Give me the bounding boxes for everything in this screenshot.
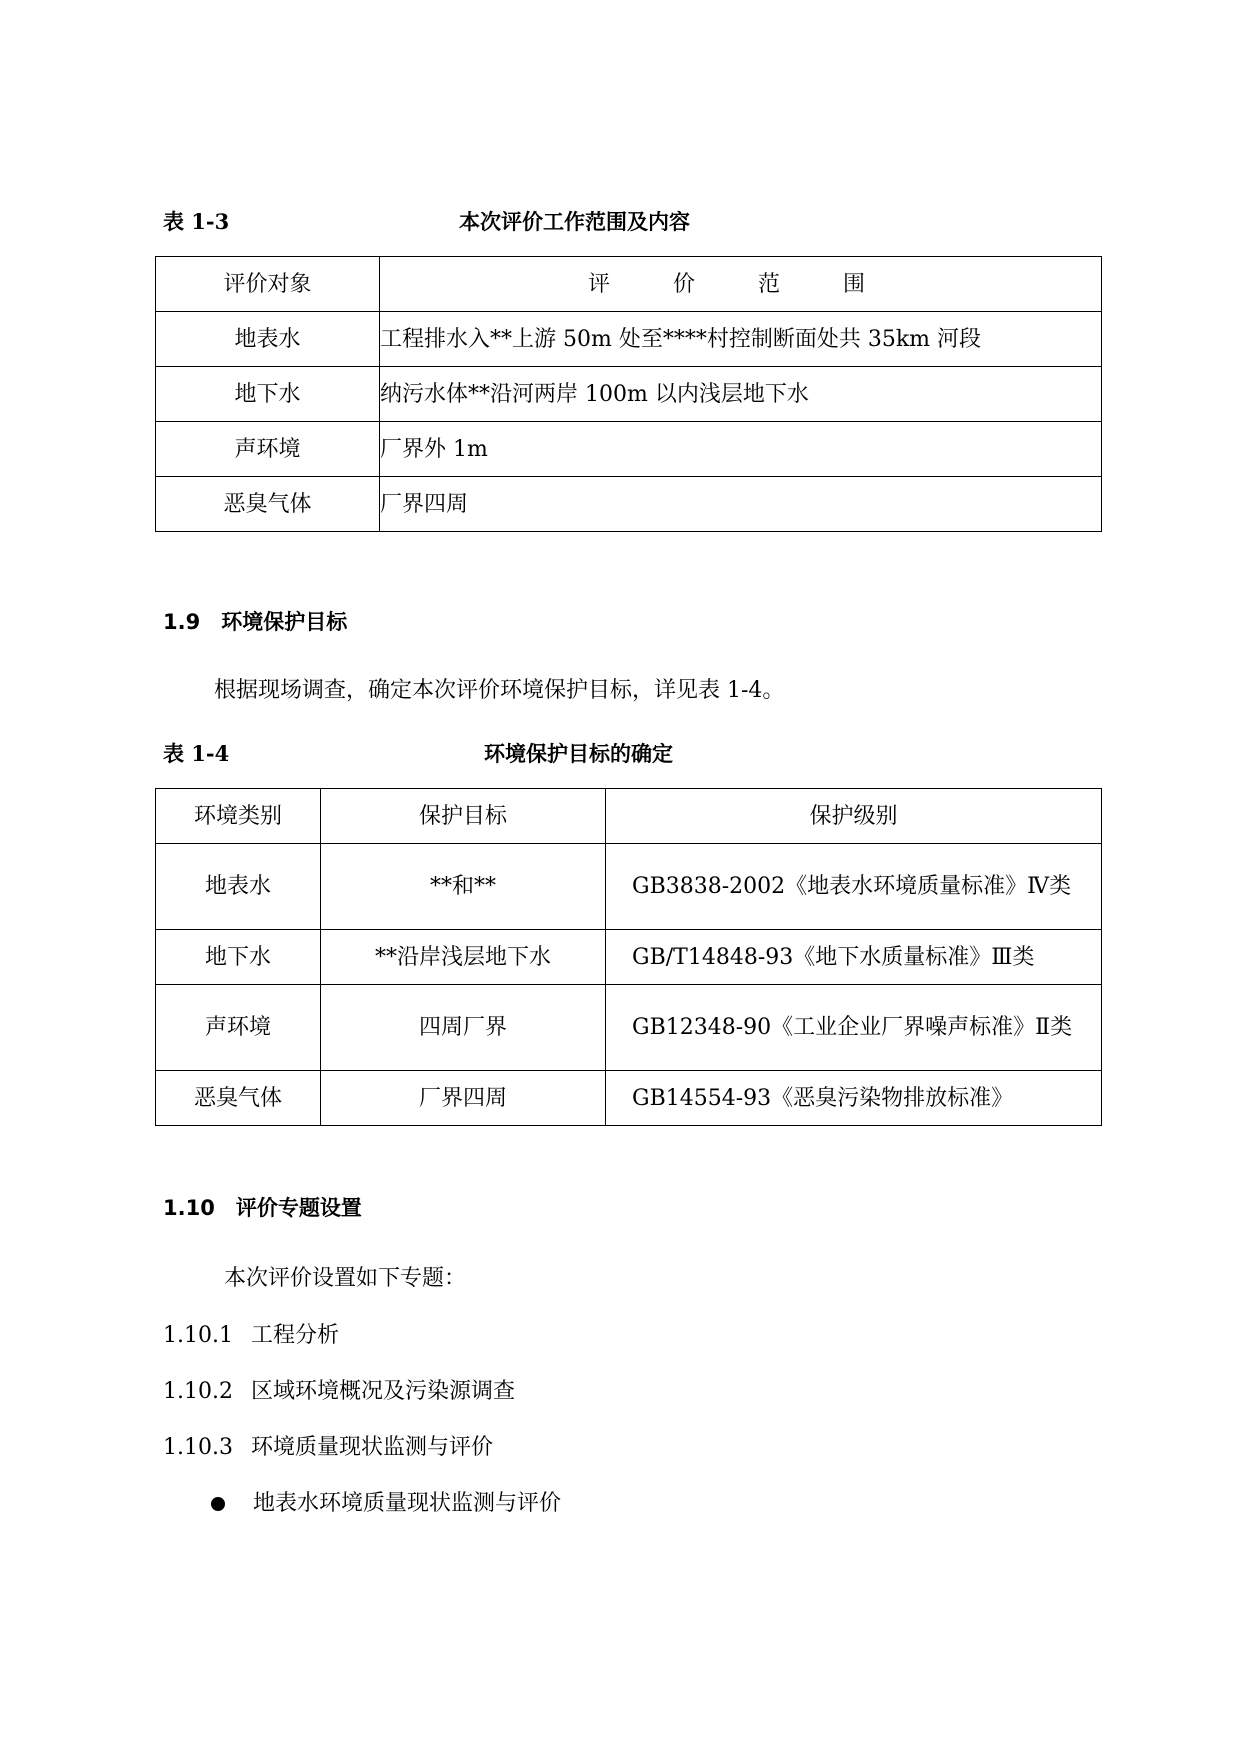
bullet-item-text: 地表水环境质量现状监测与评价 xyxy=(253,1491,562,1516)
section-1-10-intro: 本次评价设置如下专题： xyxy=(224,1266,467,1291)
table-row xyxy=(156,422,1102,477)
bullet-item xyxy=(211,1486,561,1517)
table-row xyxy=(156,985,1102,1071)
protection-target-table xyxy=(155,788,1102,1126)
table-header-cell: 评价对象 xyxy=(156,257,380,312)
table-row xyxy=(156,1071,1102,1126)
table-cell: GB/T14848-93《地下水质量标准》Ⅲ类 xyxy=(606,930,1102,985)
list-item-number: 1.10.1 xyxy=(163,1323,233,1348)
list-item-text: 区域环境概况及污染源调查 xyxy=(251,1379,516,1404)
table-1-4-label: 表 1-4 xyxy=(163,741,230,766)
table-row xyxy=(156,930,1102,985)
table-header-cell: 评 价 范 围 xyxy=(380,257,1102,312)
table-header-row xyxy=(156,789,1102,844)
table-cell: 工程排水入**上游 50m 处至****村控制断面处共 35km 河段 xyxy=(380,312,1102,367)
table-header-cell: 保护目标 xyxy=(321,789,606,844)
table-row xyxy=(156,312,1102,367)
table-cell: **和** xyxy=(321,844,606,930)
table-row xyxy=(156,477,1102,532)
table-cell: 厂界外 1m xyxy=(380,422,1102,477)
table-header-row xyxy=(156,257,1102,312)
table-cell: 纳污水体**沿河两岸 100m 以内浅层地下水 xyxy=(380,367,1102,422)
list-item-text: 工程分析 xyxy=(251,1323,340,1348)
table-cell: 地下水 xyxy=(156,930,321,985)
table-header-cell: 保护级别 xyxy=(606,789,1102,844)
table-cell: 恶臭气体 xyxy=(156,1071,321,1126)
table-cell: 地表水 xyxy=(156,312,380,367)
table-1-4-title: 环境保护目标的确定 xyxy=(484,741,673,766)
table-cell: 恶臭气体 xyxy=(156,477,380,532)
table-cell: 声环境 xyxy=(156,985,321,1071)
table-cell: 厂界四周 xyxy=(321,1071,606,1126)
section-1-9-heading: 1.9 环境保护目标 xyxy=(163,610,348,634)
table-cell: GB14554-93《恶臭污染物排放标准》 xyxy=(606,1071,1102,1126)
table-cell: 厂界四周 xyxy=(380,477,1102,532)
table-cell: GB12348-90《工业企业厂界噪声标准》Ⅱ类 xyxy=(606,985,1102,1071)
table-cell: 地下水 xyxy=(156,367,380,422)
table-row xyxy=(156,367,1102,422)
table-cell: 声环境 xyxy=(156,422,380,477)
table-cell: GB3838-2002《地表水环境质量标准》Ⅳ类 xyxy=(606,844,1102,930)
table-cell: 地表水 xyxy=(156,844,321,930)
list-item-number: 1.10.3 xyxy=(163,1435,233,1460)
scope-table xyxy=(155,256,1102,532)
list-item xyxy=(163,1318,339,1349)
table-cell: **沿岸浅层地下水 xyxy=(321,930,606,985)
list-item xyxy=(163,1430,493,1461)
list-item-number: 1.10.2 xyxy=(163,1379,233,1404)
list-item xyxy=(163,1374,515,1405)
table-cell: 四周厂界 xyxy=(321,985,606,1071)
table-header-cell: 环境类别 xyxy=(156,789,321,844)
table-1-3-label: 表 1-3 xyxy=(163,209,230,234)
table-1-3-title: 本次评价工作范围及内容 xyxy=(459,209,690,234)
table-row xyxy=(156,844,1102,930)
section-1-9-paragraph: 根据现场调查，确定本次评价环境保护目标，详见表 1-4。 xyxy=(214,678,785,703)
list-item-text: 环境质量现状监测与评价 xyxy=(251,1435,494,1460)
bullet-dot-icon xyxy=(211,1497,225,1511)
section-1-10-heading: 1.10 评价专题设置 xyxy=(163,1196,362,1220)
